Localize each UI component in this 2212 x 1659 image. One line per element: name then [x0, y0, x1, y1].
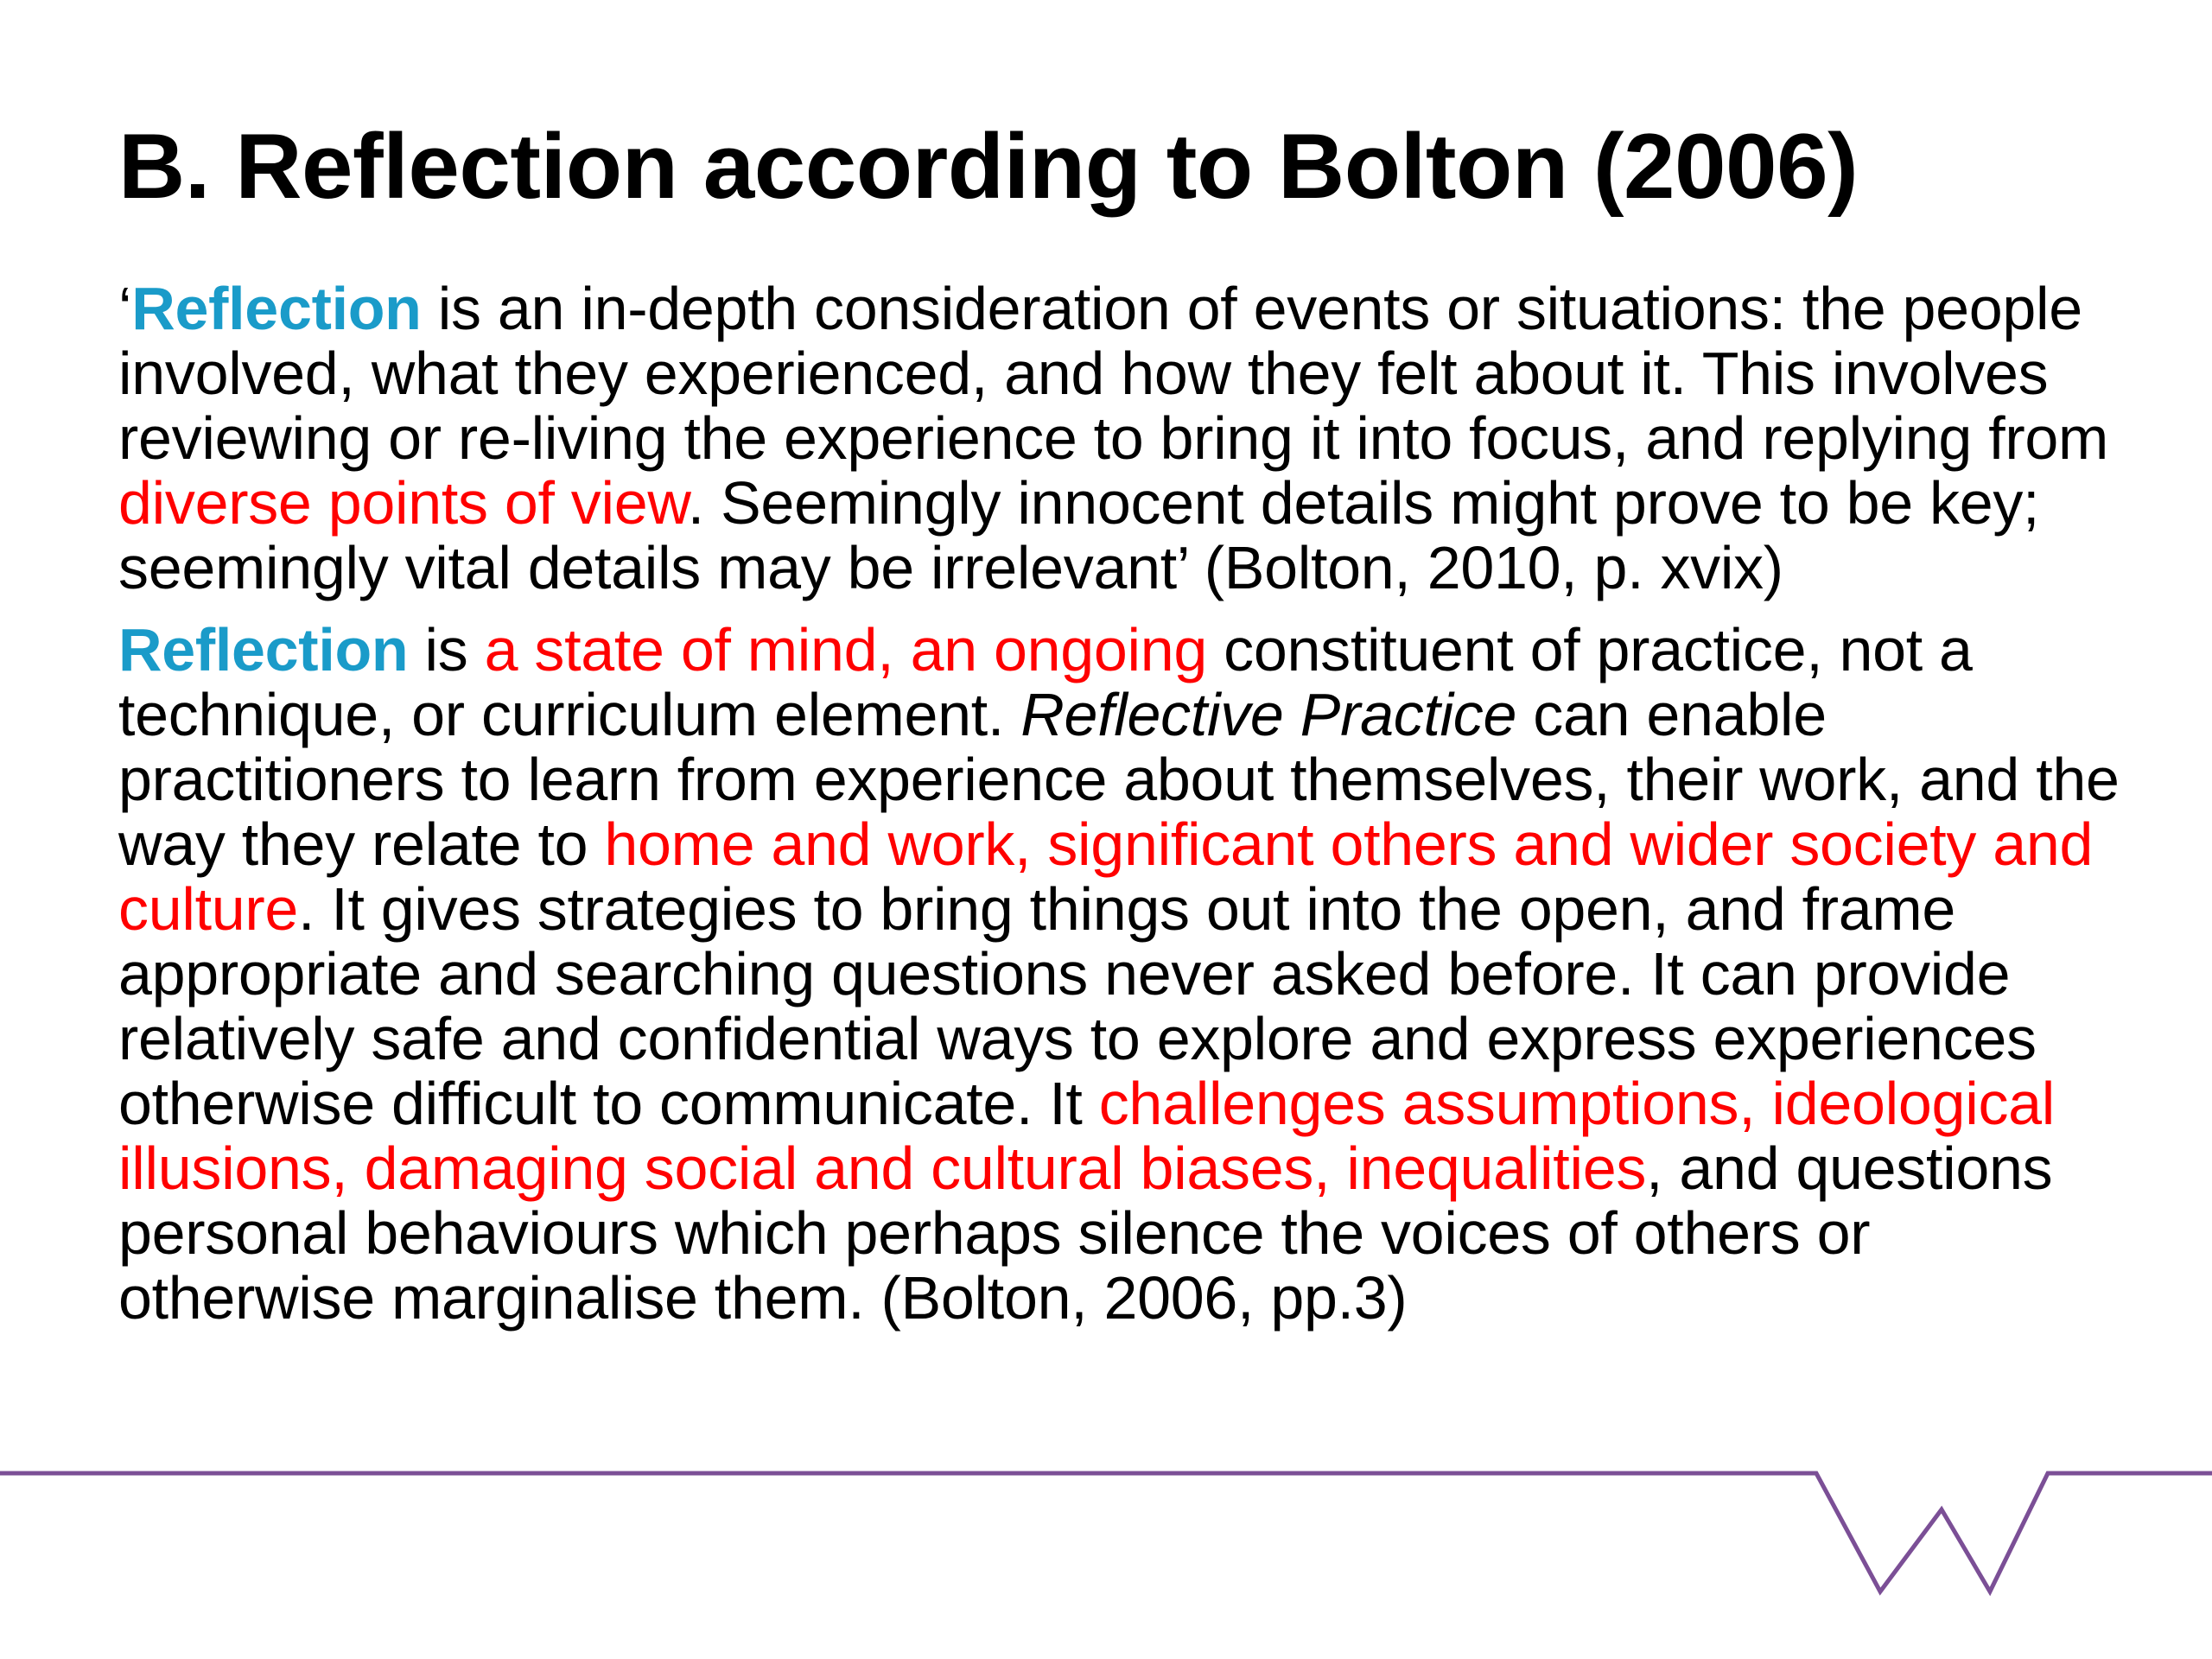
highlighted-phrase: home and work, significant others and wider society and culture: [118, 810, 2094, 943]
paragraph-text: is an in-depth consideration of events or situations: the people involved, what they experienced, and how they felt about it. This involves reviewing or re-living the experience to bring it into focus, and replying from: [118, 275, 2109, 472]
paragraph-text: is: [408, 616, 485, 683]
paragraph-text: , and questions personal behaviours which perhaps silence the voices of others or otherwise marginalise them. (Bolton, 2006, pp.3): [118, 1135, 2053, 1332]
slide-title: B. Reflection according to Bolton (2006): [118, 114, 1859, 218]
emphasized-phrase: Reflective Practice: [1020, 681, 1517, 748]
key-term: Reflection: [118, 616, 409, 683]
highlighted-phrase: diverse points of view: [118, 469, 688, 537]
decorative-line: [0, 1473, 2212, 1592]
key-term: Reflection: [131, 275, 422, 342]
highlighted-phrase: a state of mind, an ongoing: [484, 616, 1208, 683]
paragraph-text: . It gives strategies to bring things out into the open, and frame appropriate and searching questions never asked before. It can provide relatively safe and confidential ways to explore and express experiences otherwise difficult to communicate. It: [118, 875, 2037, 1137]
paragraph-text: constituent of practice, not a technique, or curriculum element.: [118, 616, 1973, 748]
paragraph-text: . Seemingly innocent details might prove to be key; seemingly vital details may be irrelevant’ (Bolton, 2010, p. xvix): [118, 469, 2040, 601]
paragraph-text: can enable practitioners to learn from experience about themselves, their work, and the way they relate to: [118, 681, 2120, 878]
open-quote: ‘: [118, 275, 132, 342]
highlighted-phrase: challenges assumptions, ideological illusions, damaging social and cultural biases, inequalities: [118, 1070, 2056, 1202]
